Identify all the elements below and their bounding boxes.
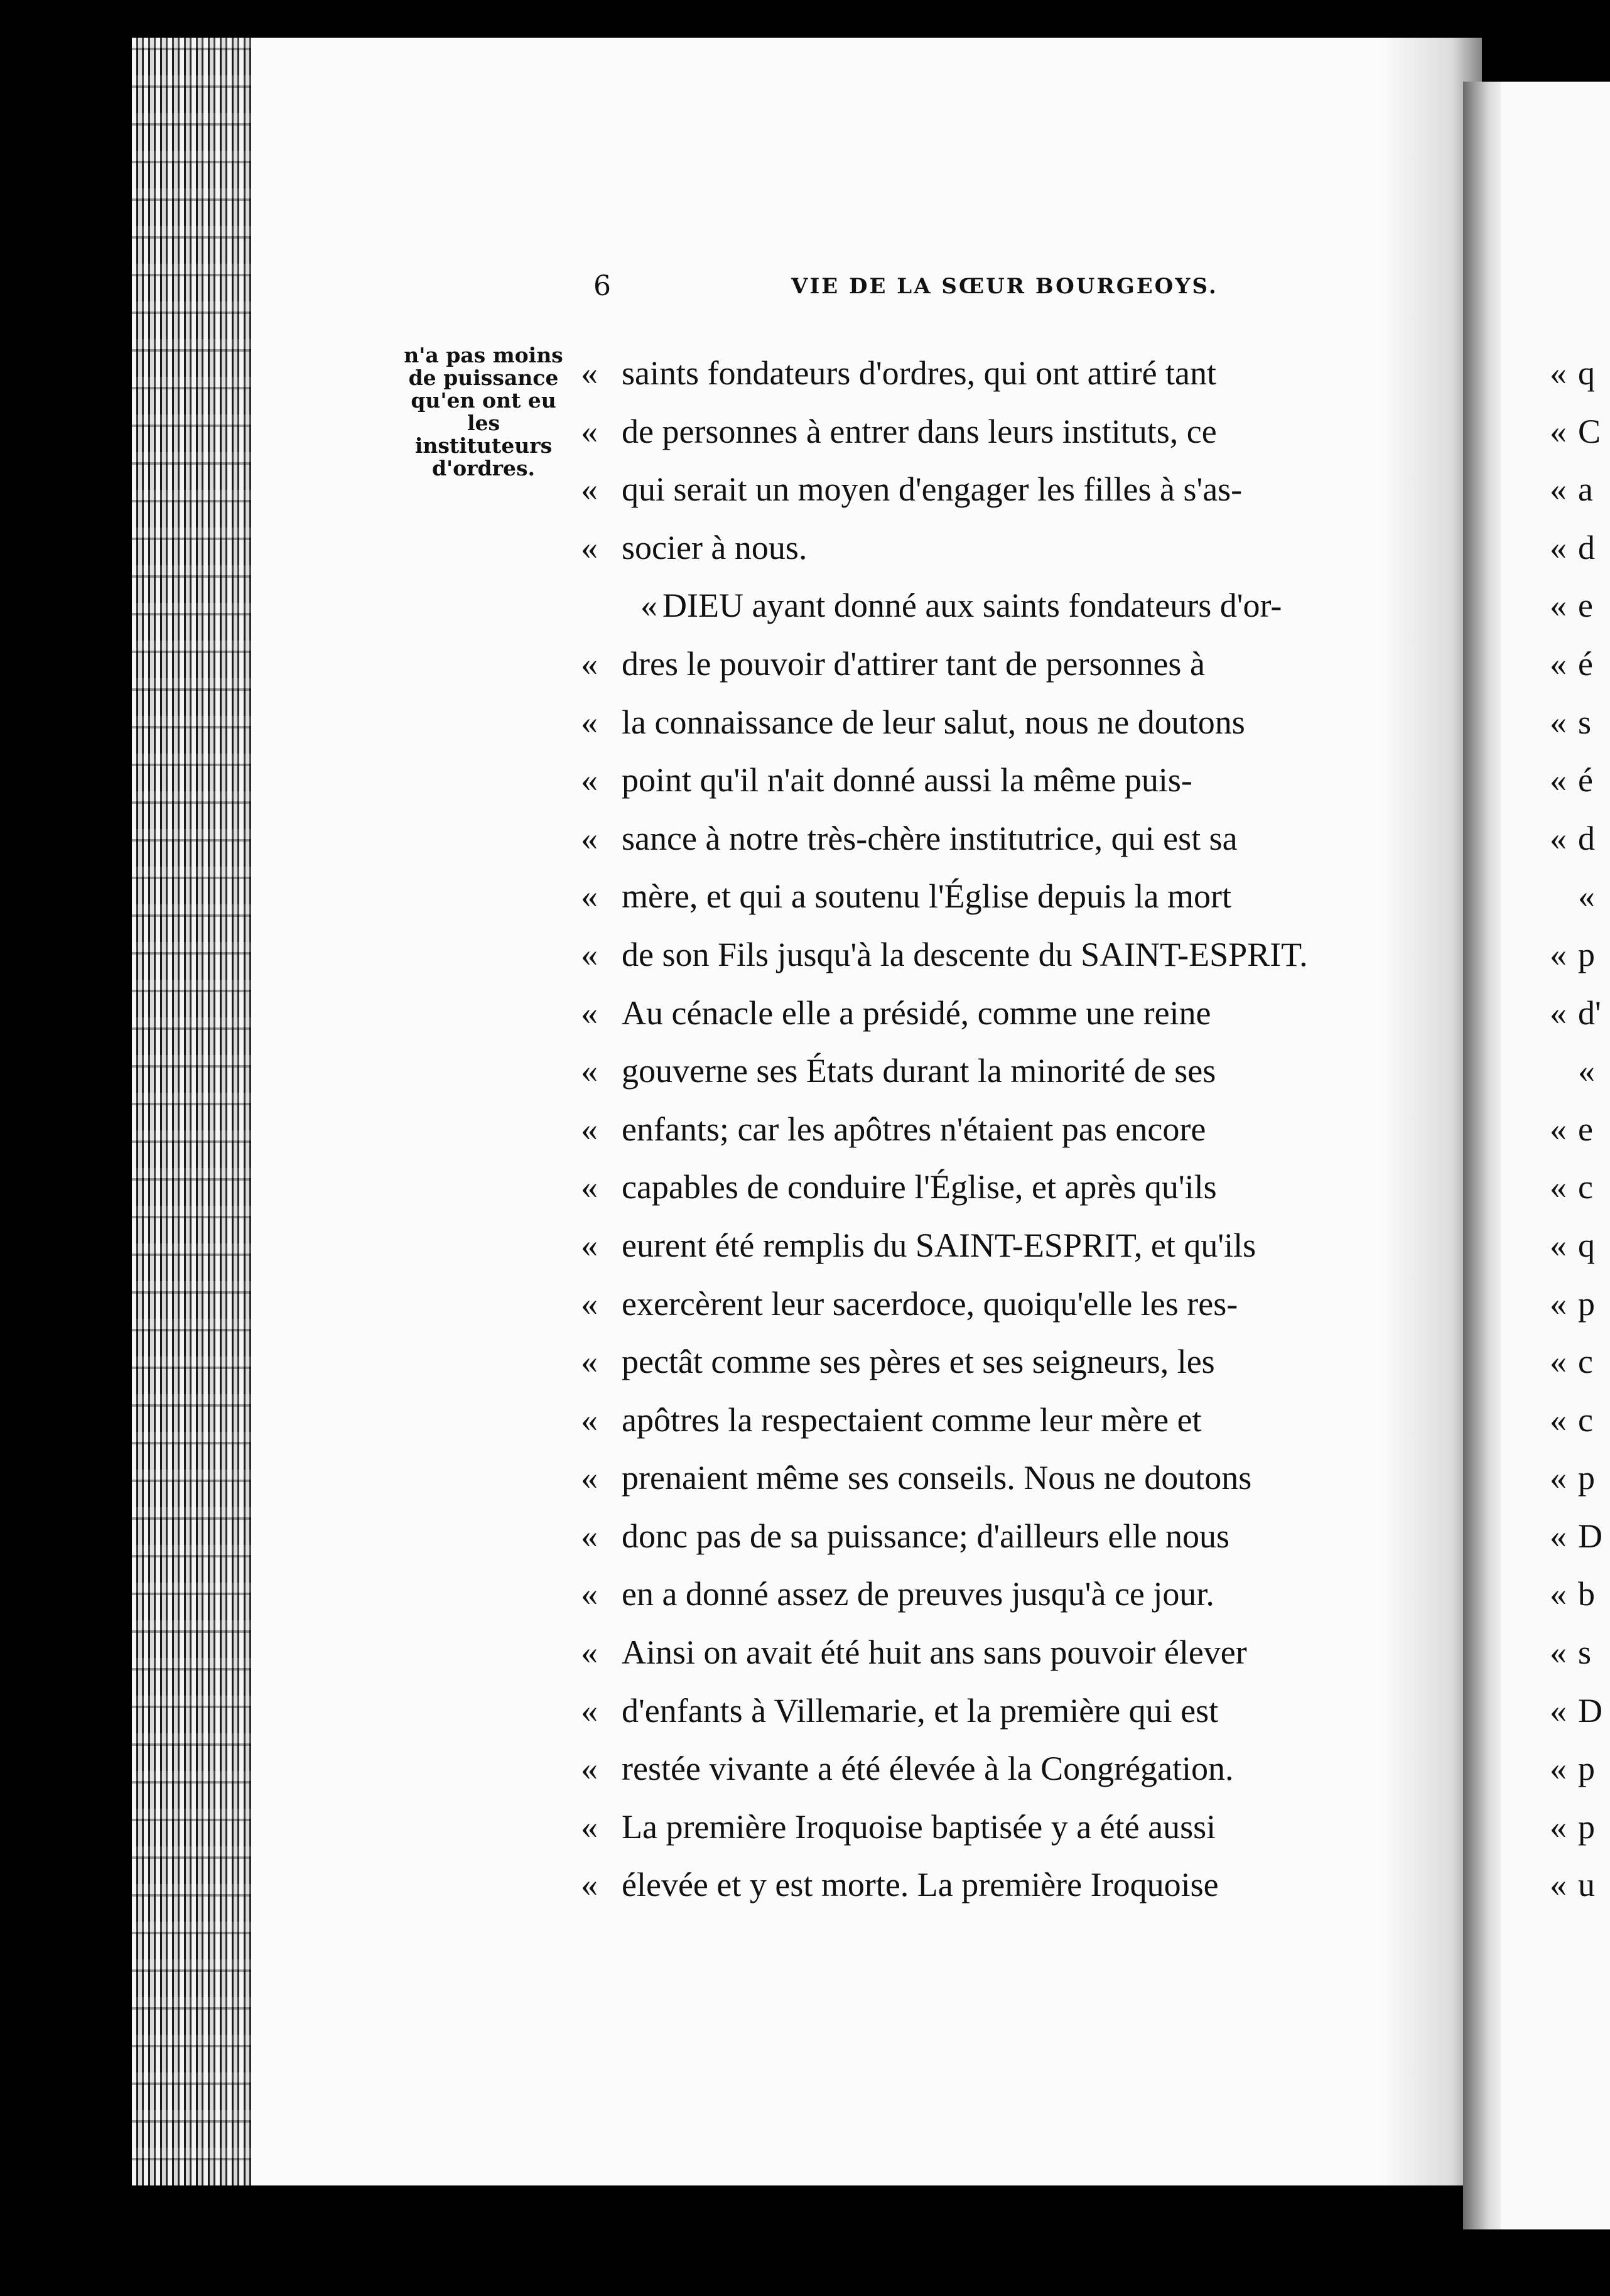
quote-mark: «: [1550, 1517, 1567, 1555]
facing-text-line: [1550, 926, 1610, 984]
line-text: e: [1578, 587, 1593, 625]
quote-mark: «: [1550, 470, 1567, 509]
text-line: [581, 1391, 1397, 1449]
quote-mark: «: [581, 935, 598, 973]
quote-mark: «: [1550, 1866, 1567, 1904]
line-text: pectât comme ses pères et ses seigneurs, les: [622, 1343, 1215, 1381]
quote-mark: «: [1550, 1284, 1567, 1323]
line-text: p: [1578, 1459, 1595, 1497]
text-line: [581, 693, 1397, 752]
line-text: D: [1578, 1517, 1602, 1555]
quote-mark: «: [581, 1575, 598, 1613]
facing-text-line: [1550, 1158, 1610, 1216]
line-text: qui serait un moyen d'engager les filles à s'as-: [622, 470, 1243, 509]
line-text: é: [1578, 761, 1593, 799]
text-line: [581, 1565, 1397, 1623]
marginal-note-line: les: [467, 411, 500, 435]
running-title: VIE DE LA SŒUR BOURGEOYS.: [791, 274, 1218, 299]
quote-mark: «: [581, 1168, 598, 1206]
facing-text-line: [1550, 810, 1610, 868]
facing-text-line: [1550, 635, 1610, 693]
facing-text-line: [1550, 1391, 1610, 1449]
line-text: p: [1578, 1284, 1595, 1323]
line-text: q: [1578, 354, 1595, 392]
quote-mark: «: [1550, 1691, 1567, 1730]
quote-mark: «: [581, 1807, 598, 1846]
line-text: q: [1578, 1226, 1595, 1264]
line-text: d: [1578, 528, 1595, 566]
quote-mark: «: [581, 1866, 598, 1904]
quote-mark: «: [581, 354, 598, 392]
facing-text-line: [1550, 344, 1610, 403]
quote-mark: «: [1550, 1575, 1567, 1613]
text-line: [581, 1798, 1397, 1856]
facing-text-line: [1550, 519, 1610, 577]
quote-mark: «: [1550, 644, 1567, 683]
quote-mark: «: [581, 1750, 598, 1788]
line-text: d'enfants à Villemarie, et la première qui est: [622, 1691, 1219, 1730]
line-text: la connaissance de leur salut, nous ne doutons: [622, 703, 1245, 741]
line-text: [1600, 1042, 1610, 1100]
facing-text-line: [1550, 1333, 1610, 1391]
facing-text-line: [1550, 1100, 1610, 1159]
line-text: en a donné assez de preuves jusqu'à ce jour.: [622, 1575, 1214, 1613]
quote-mark: «: [1550, 354, 1567, 392]
facing-text-line: [1550, 1565, 1610, 1623]
line-text: gouverne ses États durant la minorité de ses: [622, 1052, 1216, 1090]
line-text: DIEU ayant donné aux saints fondateurs d'or-: [662, 587, 1282, 625]
line-text: saints fondateurs d'ordres, qui ont attiré tant: [622, 354, 1217, 392]
quote-mark: «: [581, 819, 598, 857]
body-text: [581, 344, 1397, 1914]
facing-page-text: [1550, 344, 1610, 1914]
quote-mark: «: [581, 1691, 598, 1730]
facing-text-line: [1550, 1856, 1610, 1914]
text-line: [581, 751, 1397, 810]
line-text: p: [1578, 935, 1595, 973]
quote-mark: «: [1550, 1343, 1567, 1381]
facing-text-line: [1550, 1798, 1610, 1856]
line-text: c: [1578, 1343, 1593, 1381]
quote-mark: «: [1550, 1400, 1567, 1439]
line-text: C: [1578, 412, 1601, 450]
line-text: e: [1578, 1110, 1593, 1148]
marginal-note-line: d'ordres.: [431, 456, 536, 480]
quote-mark: «: [581, 877, 598, 916]
quote-mark: «: [1550, 1459, 1567, 1497]
facing-text-line: [1550, 1507, 1610, 1566]
line-text: point qu'il n'ait donné aussi la même puis-: [622, 761, 1192, 799]
line-text: sance à notre très-chère institutrice, qui est sa: [622, 819, 1238, 857]
quote-mark: «: [1550, 587, 1567, 625]
facing-text-line: [1550, 1449, 1610, 1507]
line-text: a: [1578, 470, 1593, 509]
marginal-note: [389, 344, 578, 480]
quote-mark: «: [1550, 994, 1567, 1032]
marginal-note-line: n'a pas moins: [404, 343, 563, 367]
marginal-note-line: qu'en ont eu: [411, 388, 556, 413]
quote-mark: «: [581, 1400, 598, 1439]
quote-mark: «: [1550, 761, 1567, 799]
text-line: [581, 1449, 1397, 1507]
text-line: [581, 519, 1397, 577]
text-line: [581, 1042, 1397, 1100]
quote-mark: «: [1550, 703, 1567, 741]
text-line: [581, 1507, 1397, 1566]
line-text: socier à nous.: [622, 528, 808, 566]
quote-mark: «: [640, 587, 657, 625]
text-line: [581, 577, 1397, 635]
line-text: donc pas de sa puissance; d'ailleurs elle nous: [622, 1517, 1229, 1555]
line-text: Au cénacle elle a présidé, comme une reine: [622, 994, 1211, 1032]
marginal-note-line: de puissance: [408, 366, 559, 390]
text-line: [581, 1682, 1397, 1740]
quote-mark: «: [581, 528, 598, 566]
line-text: b: [1578, 1575, 1595, 1613]
running-head: [593, 270, 1403, 308]
facing-text-line: [1550, 693, 1610, 752]
line-text: restée vivante a été élevée à la Congrégation.: [622, 1750, 1234, 1788]
quote-mark: «: [581, 703, 598, 741]
quote-mark: «: [581, 994, 598, 1032]
quote-mark: «: [581, 1459, 598, 1497]
line-text: s: [1578, 1633, 1592, 1672]
line-text: prenaient même ses conseils. Nous ne doutons: [622, 1459, 1252, 1497]
quote-mark: «: [1550, 412, 1567, 450]
facing-text-line: [1550, 1042, 1610, 1100]
line-text: s: [1578, 703, 1592, 741]
quote-mark: «: [1550, 1633, 1567, 1672]
line-text: D: [1578, 1691, 1602, 1730]
quote-mark: «: [581, 1517, 598, 1555]
line-text: Ainsi on avait été huit ans sans pouvoir élever: [622, 1633, 1247, 1672]
line-text: c: [1578, 1400, 1593, 1439]
facing-text-line: [1550, 751, 1610, 810]
quote-mark: «: [581, 1284, 598, 1323]
quote-mark: «: [1550, 528, 1567, 566]
text-line: [581, 926, 1397, 984]
quote-mark: «: [1578, 877, 1595, 916]
text-line: [581, 344, 1397, 403]
quote-mark: «: [581, 470, 598, 509]
text-line: [581, 984, 1397, 1042]
facing-text-line: [1550, 867, 1610, 926]
text-line: [581, 1740, 1397, 1798]
quote-mark: «: [581, 1343, 598, 1381]
quote-mark: «: [581, 1633, 598, 1672]
quote-mark: «: [581, 412, 598, 450]
text-line: [581, 1100, 1397, 1159]
text-line: [581, 810, 1397, 868]
line-text: enfants; car les apôtres n'étaient pas encore: [622, 1110, 1206, 1148]
text-line: [581, 1623, 1397, 1682]
facing-text-line: [1550, 1275, 1610, 1333]
quote-mark: «: [581, 644, 598, 683]
line-text: d': [1578, 994, 1601, 1032]
facing-text-line: [1550, 1623, 1610, 1682]
text-line: [581, 635, 1397, 693]
text-line: [581, 1275, 1397, 1333]
facing-text-line: [1550, 1216, 1610, 1275]
line-text: dres le pouvoir d'attirer tant de personnes à: [622, 644, 1205, 683]
text-line: [581, 1158, 1397, 1216]
line-text: [1600, 867, 1610, 926]
text-line: [581, 403, 1397, 461]
quote-mark: «: [581, 761, 598, 799]
text-line: [581, 1856, 1397, 1914]
quote-mark: «: [581, 1226, 598, 1264]
page-edge-stack: [132, 38, 257, 2185]
line-text: p: [1578, 1750, 1595, 1788]
quote-mark: «: [581, 1052, 598, 1090]
quote-mark: «: [1550, 1226, 1567, 1264]
line-text: apôtres la respectaient comme leur mère et: [622, 1400, 1202, 1439]
quote-mark: «: [581, 1110, 598, 1148]
facing-text-line: [1550, 577, 1610, 635]
quote-mark: «: [1550, 935, 1567, 973]
line-text: exercèrent leur sacerdoce, quoiqu'elle les res-: [622, 1284, 1238, 1323]
line-text: élevée et y est morte. La première Iroquoise: [622, 1866, 1219, 1904]
line-text: d: [1578, 819, 1595, 857]
marginal-note-line: instituteurs: [414, 433, 553, 458]
quote-mark: «: [1550, 1807, 1567, 1846]
facing-text-line: [1550, 403, 1610, 461]
line-text: La première Iroquoise baptisée y a été aussi: [622, 1807, 1216, 1846]
line-text: c: [1578, 1168, 1593, 1206]
line-text: p: [1578, 1807, 1595, 1846]
line-text: é: [1578, 644, 1593, 683]
line-text: eurent été remplis du SAINT-ESPRIT, et qu'ils: [622, 1226, 1256, 1264]
quote-mark: «: [1550, 819, 1567, 857]
text-line: [581, 460, 1397, 519]
facing-text-line: [1550, 984, 1610, 1042]
facing-text-line: [1550, 1740, 1610, 1798]
quote-mark: «: [1550, 1168, 1567, 1206]
page-number: 6: [593, 270, 613, 302]
text-line: [581, 1216, 1397, 1275]
facing-text-line: [1550, 1682, 1610, 1740]
quote-mark: «: [1550, 1110, 1567, 1148]
line-text: mère, et qui a soutenu l'Église depuis la mort: [622, 877, 1231, 916]
line-text: de personnes à entrer dans leurs instituts, ce: [622, 412, 1217, 450]
line-text: de son Fils jusqu'à la descente du SAINT-ESPRIT.: [622, 935, 1308, 973]
facing-text-line: [1550, 460, 1610, 519]
text-line: [581, 1333, 1397, 1391]
quote-mark: «: [1550, 1750, 1567, 1788]
text-line: [581, 867, 1397, 926]
quote-mark: «: [1578, 1052, 1595, 1090]
line-text: capables de conduire l'Église, et après qu'ils: [622, 1168, 1217, 1206]
line-text: u: [1578, 1866, 1595, 1904]
